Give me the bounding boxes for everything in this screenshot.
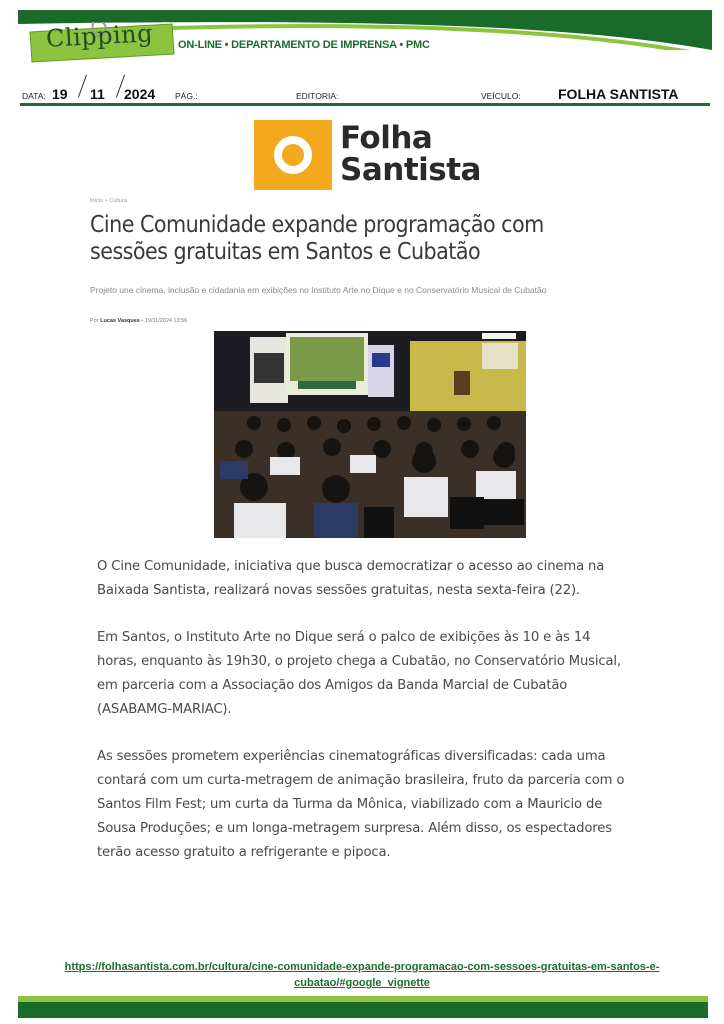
article-body xyxy=(97,555,627,888)
clipping-word: Clipping xyxy=(45,19,154,53)
date-day: 19 xyxy=(52,86,68,102)
page-label: PÁG.: xyxy=(175,91,198,101)
editoria-label: EDITORIA: xyxy=(296,91,339,101)
breadcrumb[interactable]: Início » Cultura xyxy=(90,198,127,204)
meta-row xyxy=(20,82,712,104)
byline-prefix: Por xyxy=(90,318,99,324)
logo-line-2: Santista xyxy=(340,152,481,188)
body-paragraph: Em Santos, o Instituto Arte no Dique será o palco de exibições às 10 e às 14 horas, enquanto às 19h30, o projeto chega a Cubatão, no Conservatório Musical, em parceria com a Associação dos Amigos da Banda Marcial de Cubatão (ASABAMG-MARIAC). xyxy=(97,630,621,717)
article-subtitle: Projeto une cinema, inclusão e cidadania em exibições no Instituto Arte no Dique e no Conservatório Musical de Cubatão xyxy=(90,285,547,295)
logo-wordmark xyxy=(340,122,481,186)
footer-bar-dark xyxy=(18,1002,708,1018)
date-year: 2024 xyxy=(124,86,156,102)
body-paragraph: As sessões prometem experiências cinematográficas diversificadas: cada uma contará com um curta-metragem de animação brasileira, fruto da parceria com o Santos Film Fest; um curta da Turma da Mônica, viabilizado com a Mauricio de Sousa Produções; e um longa-metragem surpresa. Além disso, os espectadores terão acesso gratuito a refrigerante e pipoca. xyxy=(97,749,625,860)
byline xyxy=(90,318,187,324)
date-label: DATA: xyxy=(22,91,46,101)
logo-ring-icon xyxy=(274,136,312,174)
article-title: Cine Comunidade expande programação com sessões gratuitas em Santos e Cubatão xyxy=(90,212,544,265)
vehicle-name: FOLHA SANTISTA xyxy=(558,86,679,102)
meta-divider xyxy=(20,103,710,106)
date-separator xyxy=(78,75,87,98)
logo-square-icon xyxy=(254,120,332,190)
source-url-link[interactable]: https://folhasantista.com.br/cultura/cine-comunidade-expande-programacao-com-sessoes-gratuitas-em-santos-e-cubatao/#google_vignette xyxy=(64,961,660,989)
folha-santista-logo xyxy=(254,120,484,192)
body-paragraph: O Cine Comunidade, iniciativa que busca democratizar o acesso ao cinema na Baixada Santista, realizará novas sessões gratuitas, nesta sexta-feira (22). xyxy=(97,559,605,598)
publish-datetime: • 19/11/2024 13:56 xyxy=(141,318,188,324)
author-link[interactable]: Lucas Vasques xyxy=(100,318,140,324)
logo-line-1: Folha xyxy=(340,120,433,156)
date-month: 11 xyxy=(90,86,105,102)
department-label: ON-LINE • DEPARTAMENTO DE IMPRENSA • PMC xyxy=(178,39,430,51)
vehicle-label: VEÍCULO: xyxy=(481,91,521,101)
article-photo xyxy=(214,331,526,538)
